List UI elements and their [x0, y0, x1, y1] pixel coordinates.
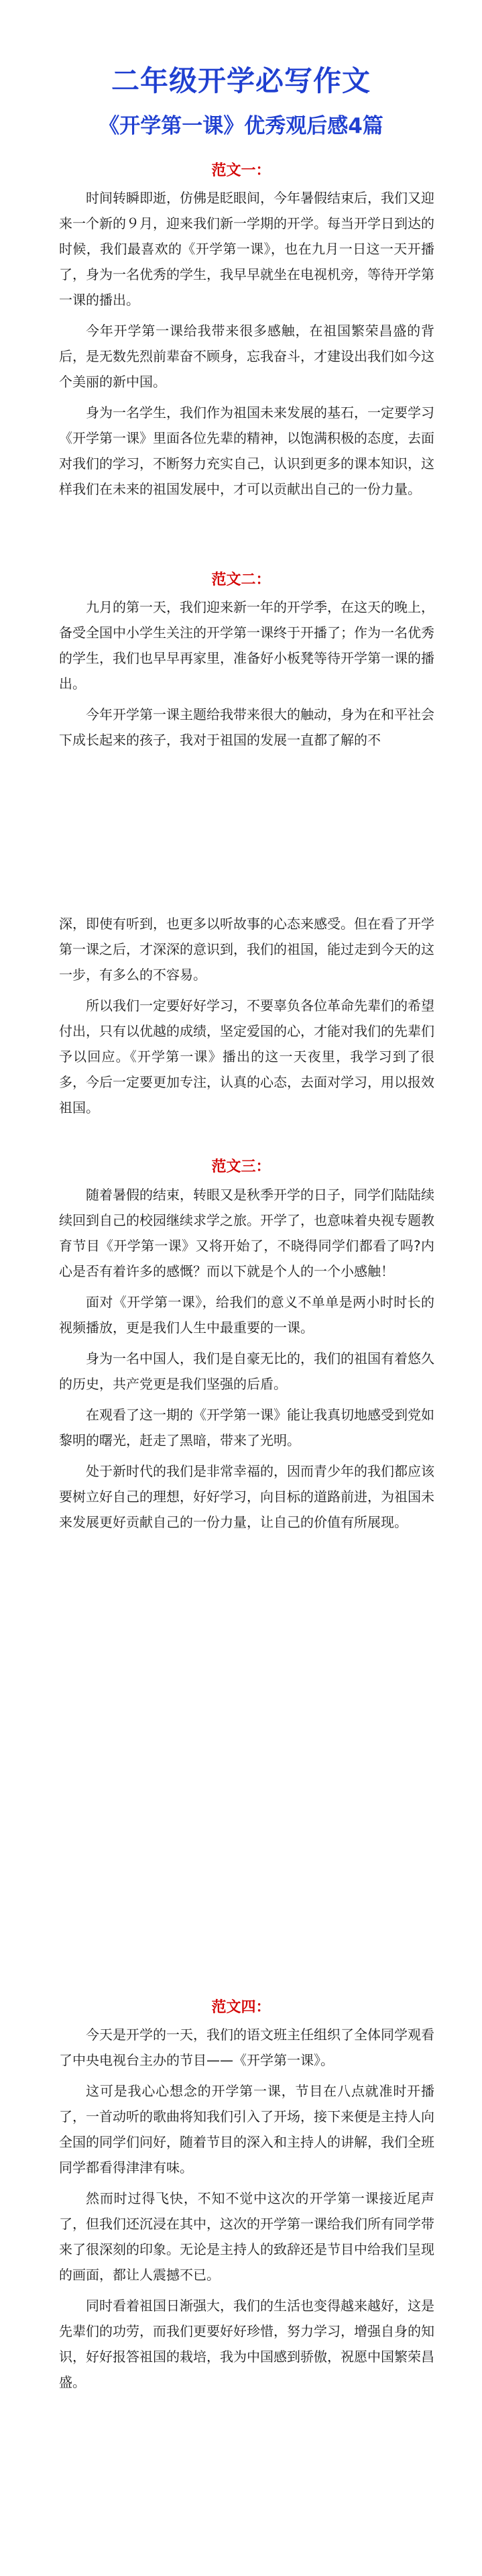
page-subtitle: 《开学第一课》优秀观后感4篇: [99, 114, 383, 138]
paragraph: 身为一名中国人，我们是自豪无比的，我们的祖国有着悠久的历史，共产党更是我们坚强的后盾。: [59, 1350, 434, 1392]
paragraph: 深，即使有听到，也更多以听故事的心态来感受。但在看了开学第一课之后，才深深的意识到，我们的祖国，能过走到今天的这一步，有多么的不容易。: [59, 916, 434, 983]
section-body-4: [59, 2022, 434, 2400]
paragraph: 随着暑假的结束，转眼又是秋季开学的日子，同学们陆陆续续回到自己的校园继续求学之旅。开学了，也意味着央视专题教育节目《开学第一课》又将开始了，不晓得同学们都看了吗?内心是否有着许多的感慨？而以下就是个人的一个小感触！: [59, 1187, 434, 1279]
paragraph: 面对《开学第一课》，给我们的意义不单单是两小时时长的视频播放，更是我们人生中最重要的一课。: [59, 1294, 434, 1336]
section-body-2: [59, 594, 434, 758]
paragraph: 九月的第一天，我们迎来新一年的开学季，在这天的晚上，备受全国中小学生关注的开学第一课终于开播了；作为一名优秀的学生，我们也早早再家里，准备好小板凳等待开学第一课的播出。: [59, 599, 434, 692]
section-heading-2: 范文二：: [211, 572, 271, 588]
section-heading-4: 范文四：: [211, 1999, 271, 2016]
paragraph: 今年开学第一课给我带来很多感触，在祖国繁荣昌盛的背后，是无数先烈前辈奋不顾身，忘我奋斗，才建设出我们如今这个美丽的新中国。: [59, 323, 434, 390]
section-body-1: [59, 185, 434, 507]
paragraph: 同时看着祖国日渐强大，我们的生活也变得越来越好，这是先辈们的功劳，而我们更要好好珍惜，努力学习，增强自身的知识，好好报答祖国的栽培，我为中国感到骄傲，祝愿中国繁荣昌盛。: [59, 2298, 434, 2390]
section-body-3: [59, 1182, 434, 1540]
paragraph: 今天是开学的一天，我们的语文班主任组织了全体同学观看了中央电视台主办的节目——《开学第一课》。: [59, 2027, 434, 2068]
paragraph: 今年开学第一课主题给我带来很大的触动，身为在和平社会下成长起来的孩子，我对于祖国的发展一直都了解的不: [59, 706, 434, 748]
section-heading-3: 范文三：: [211, 1159, 271, 1175]
paragraph: 时间转瞬即逝，仿佛是眨眼间，今年暑假结束后，我们又迎来一个新的９月，迎来我们新一学期的开学。每当开学日到达的时候，我们最喜欢的《开学第一课》，也在九月一日这一天开播了，身为一名优秀的学生，我早早就坐在电视机旁，等待开学第一课的播出。: [59, 190, 434, 308]
section-heading-1: 范文一：: [211, 162, 271, 179]
page-title: 二年级开学必写作文: [111, 64, 371, 97]
paragraph: 然而时过得飞快，不知不觉中这次的开学第一课接近尾声了，但我们还沉浸在其中，这次的开学第一课给我们所有同学带来了很深刻的印象。无论是主持人的致辞还是节目中给我们呈现的画面，都让人震撼不已。: [59, 2190, 434, 2283]
paragraph: 这可是我心心想念的开学第一课，节目在八点就准时开播了，一首动听的歌曲将知我们引入了开场，接下来便是主持人向全国的同学们问好，随着节目的深入和主持人的讲解，我们全班同学都看得津津有味。: [59, 2083, 434, 2176]
paragraph: 所以我们一定要好好学习，不要辜负各位革命先辈们的希望付出，只有以优越的成绩，坚定爱国的心，才能对我们的先辈们予以回应。《开学第一课》播出的这一天夜里，我学习到了很多，今后一定要更加专注，认真的心态，去面对学习，用以报效祖国。: [59, 998, 434, 1116]
paragraph: 在观看了这一期的《开学第一课》能让我真切地感受到党如黎明的曙光，赶走了黑暗，带来了光明。: [59, 1407, 434, 1448]
section-body-2-continued: [59, 911, 434, 1126]
paragraph: 身为一名学生，我们作为祖国未来发展的基石，一定要学习《开学第一课》里面各位先辈的精神，以饱满积极的态度，去面对我们的学习，不断努力充实自己，认识到更多的课本知识，这样我们在未来的祖国发展中，才可以贡献出自己的一份力量。: [59, 405, 434, 497]
paragraph: 处于新时代的我们是非常幸福的，因而青少年的我们都应该要树立好自己的理想，好好学习，向目标的道路前进，为祖国未来发展更好贡献自己的一份力量，让自己的价值有所展现。: [59, 1463, 434, 1530]
